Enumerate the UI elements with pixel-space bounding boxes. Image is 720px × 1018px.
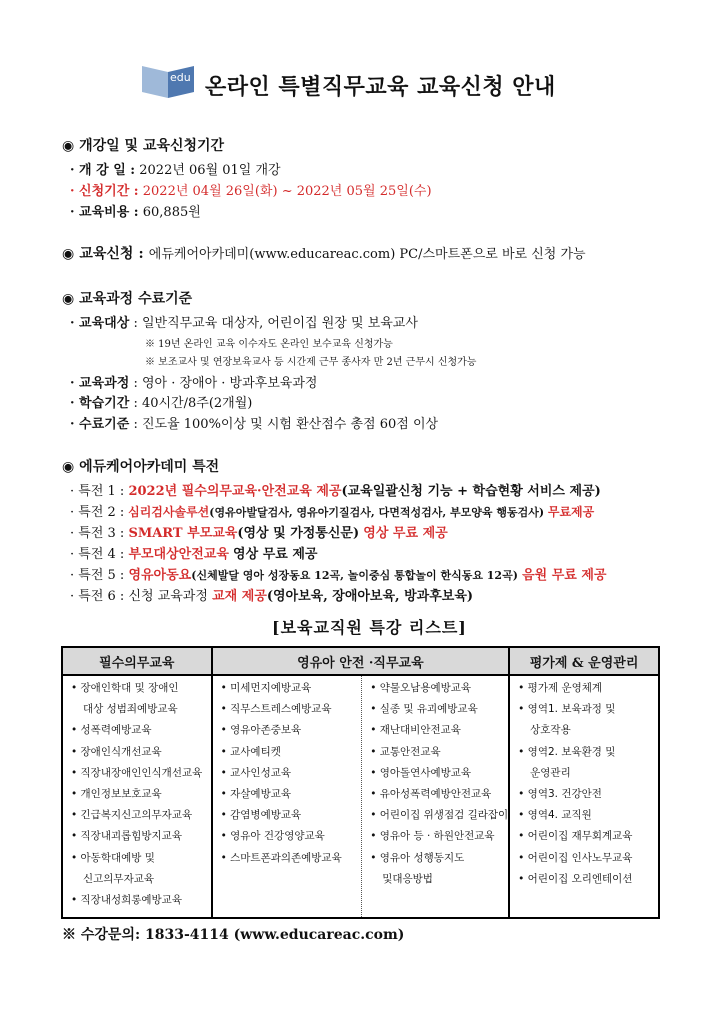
benefit-1-label: · 특전 1 : bbox=[70, 484, 125, 499]
benefit-1-detail: (교육일괄신청 기능 + 학습현황 서비스 제공) bbox=[341, 484, 601, 499]
benefit-6-label: · 특전 6 : bbox=[70, 589, 125, 604]
list-item: • 교사인성교육 bbox=[220, 766, 291, 779]
list-item: • 성폭력예방교육 bbox=[71, 724, 152, 737]
col-safety-b bbox=[362, 675, 509, 918]
benefit-3-detail: (영상 및 가정통신문) bbox=[237, 526, 360, 541]
list-item: • 아동학대예방 및 bbox=[71, 851, 155, 864]
list-item: • 긴급복지신고의무자교육 bbox=[71, 809, 193, 822]
benefit-4-highlight: 부모대상안전교육 bbox=[128, 547, 229, 562]
complete-value: : 진도율 100%이상 및 시험 환산점수 총점 60점 이상 bbox=[133, 417, 439, 432]
section-marker-icon: ◉ bbox=[62, 246, 75, 262]
list-item: • 어린이집 오리엔테이션 bbox=[518, 872, 633, 885]
hours-value: : 40시간/8주(2개월) bbox=[133, 396, 253, 411]
list-item: 상호작용 bbox=[530, 724, 571, 737]
list-item: • 교통안전교육 bbox=[370, 745, 441, 758]
section-marker-icon: ◉ bbox=[62, 138, 75, 154]
special-lecture-table bbox=[61, 646, 660, 919]
table-header-cell: 필수의무교육 bbox=[62, 647, 212, 675]
list-item: • 어린이집 인사노무교육 bbox=[518, 851, 633, 864]
benefit-1 bbox=[70, 480, 601, 499]
list-item: • 직장내장애인인식개선교육 bbox=[71, 766, 203, 779]
list-item: • 약물오남용예방교육 bbox=[370, 682, 472, 694]
list-item: • 어린이집 위생점검 길라잡이 bbox=[370, 809, 509, 822]
list-item: • 어린이집 재무회계교육 bbox=[518, 830, 633, 843]
list-item: • 평가제 운영체계 bbox=[518, 682, 603, 694]
benefit-3-label: · 특전 3 : bbox=[70, 526, 125, 541]
apply-period-label: · 신청기간 : bbox=[70, 184, 139, 199]
open-date-row bbox=[70, 159, 281, 178]
benefit-5-highlight: 영유아동요 bbox=[128, 568, 192, 583]
apply-period-value: 2022년 04월 26일(화) ~ 2022년 05월 25일(수) bbox=[142, 184, 432, 199]
apply-row bbox=[62, 243, 586, 263]
list-item: • 실종 및 유괴예방교육 bbox=[370, 703, 478, 716]
list-item: • 영유아 건강영양교육 bbox=[220, 830, 325, 843]
benefit-2-label: · 특전 2 : bbox=[70, 505, 125, 520]
open-date-value: 2022년 06월 01일 개강 bbox=[139, 163, 281, 178]
criteria-heading bbox=[62, 288, 192, 308]
course-label: · 교육과정 bbox=[70, 376, 130, 391]
benefit-4-detail: 영상 무료 제공 bbox=[233, 547, 318, 562]
list-item: 대상 성범죄예방교육 bbox=[83, 703, 178, 716]
target-value: : 일반직무교육 대상자, 어린이집 원장 및 보육교사 bbox=[133, 316, 418, 331]
benefit-6-pre: 신청 교육과정 bbox=[128, 589, 208, 604]
col-evaluation bbox=[509, 675, 659, 918]
apply-text: 에듀케어아카데미(www.educareac.com) PC/스마트폰으로 바로 신청 가능 bbox=[148, 247, 586, 262]
criteria-note-2: ※ 보조교사 및 연장보육교사 등 시간제 근무 종사자 만 2년 근무시 신청가능 bbox=[145, 357, 477, 368]
contact-footer: ※ 수강문의: 1833-4114 (www.educareac.com) bbox=[62, 927, 405, 943]
benefit-6-detail: (영아보육, 장애아보육, 방과후보육) bbox=[266, 589, 474, 604]
list-item: 신고의무자교육 bbox=[83, 872, 155, 885]
benefit-5-tail: 음원 무료 제공 bbox=[522, 568, 607, 583]
course-value: : 영아 · 장애아 · 방과후보육과정 bbox=[133, 376, 318, 391]
list-item: • 교사예티켓 bbox=[220, 745, 281, 758]
table-header-row bbox=[62, 647, 659, 675]
list-item: • 영유아존중보육 bbox=[220, 724, 302, 737]
list-item: • 스마트폰과의존예방교육 bbox=[220, 851, 342, 864]
benefit-4 bbox=[70, 543, 317, 562]
logo-text: edu bbox=[170, 71, 191, 84]
apply-period-row bbox=[70, 180, 432, 199]
benefit-3 bbox=[70, 522, 448, 541]
list-item: • 영아돌연사예방교육 bbox=[370, 766, 472, 779]
criteria-note-1: ※ 19년 온라인 교육 이수자도 온라인 보수교육 신청가능 bbox=[145, 339, 393, 350]
schedule-heading bbox=[62, 135, 224, 155]
benefit-5-detail: (신체발달 영아 성장동요 12곡, 놀이중심 통합놀이 한식동요 12곡) bbox=[191, 569, 518, 582]
benefit-2 bbox=[70, 501, 594, 520]
list-item: • 자살예방교육 bbox=[220, 788, 291, 801]
list-item: • 직장내성희롱예방교육 bbox=[71, 894, 182, 907]
benefit-6-highlight: 교재 제공 bbox=[212, 589, 267, 604]
list-item: 및대응방법 bbox=[382, 872, 433, 885]
hours-label: · 학습기간 bbox=[70, 396, 130, 411]
apply-sep: : bbox=[138, 246, 144, 262]
complete-label: · 수료기준 bbox=[70, 417, 130, 432]
benefits-heading bbox=[62, 456, 219, 476]
course-row bbox=[70, 372, 317, 391]
list-item: • 영유아 성행동지도 bbox=[370, 851, 465, 864]
list-item: • 개인정보보호교육 bbox=[71, 788, 162, 801]
page-title: 온라인 특별직무교육 교육신청 안내 bbox=[205, 75, 556, 100]
target-row bbox=[70, 312, 418, 331]
list-item: • 영유아 등 · 하원안전교육 bbox=[370, 830, 495, 843]
section-marker-icon: ◉ bbox=[62, 459, 75, 475]
complete-row bbox=[70, 413, 438, 432]
list-item: • 영역3. 건강안전 bbox=[518, 788, 602, 801]
list-item: 운영관리 bbox=[530, 766, 571, 779]
list-item: • 영역1. 보육과정 및 bbox=[518, 703, 616, 716]
schedule-title: 개강일 및 교육신청기간 bbox=[79, 138, 225, 154]
benefit-2-detail: (영유아발달검사, 영유아기질검사, 다면적성검사, 부모양육 행동검사) bbox=[209, 506, 545, 519]
benefit-5 bbox=[70, 564, 606, 583]
benefits-title: 에듀케어아카데미 특전 bbox=[79, 459, 220, 475]
benefit-1-highlight: 2022년 필수의무교육·안전교육 제공 bbox=[128, 484, 342, 499]
list-item: • 장애인학대 및 장애인 bbox=[71, 682, 179, 694]
benefit-4-label: · 특전 4 : bbox=[70, 547, 125, 562]
list-item: • 영역4. 교직원 bbox=[518, 809, 592, 822]
benefit-5-label: · 특전 5 : bbox=[70, 568, 125, 583]
list-item: • 직장내괴롭힘방지교육 bbox=[71, 830, 182, 843]
apply-title: 교육신청 bbox=[79, 246, 134, 262]
section-marker-icon: ◉ bbox=[62, 291, 75, 307]
list-item: • 직무스트레스예방교육 bbox=[220, 703, 332, 716]
list-item: • 미세먼지예방교육 bbox=[220, 682, 312, 694]
list-item: • 감염병예방교육 bbox=[220, 809, 302, 822]
benefit-6 bbox=[70, 585, 473, 604]
cost-value: 60,885원 bbox=[142, 205, 201, 220]
benefit-3-highlight: SMART 부모교육 bbox=[128, 526, 238, 541]
hours-row bbox=[70, 392, 252, 411]
edu-logo bbox=[140, 62, 196, 102]
table-row bbox=[62, 675, 659, 918]
benefit-2-highlight: 심리검사솔루션 bbox=[128, 505, 210, 519]
benefit-3-tail: 영상 무료 제공 bbox=[363, 526, 448, 541]
list-item: • 장애인식개선교육 bbox=[71, 745, 162, 758]
open-date-label: · 개 강 일 : bbox=[70, 163, 136, 178]
list-item: • 유아성폭력예방안전교육 bbox=[370, 788, 492, 801]
table-header-cell: 평가제 & 운영관리 bbox=[509, 647, 659, 675]
list-item: • 재난대비안전교육 bbox=[370, 724, 461, 737]
cost-row bbox=[70, 201, 201, 220]
target-label: · 교육대상 bbox=[70, 316, 130, 331]
list-item: • 영역2. 보육환경 및 bbox=[518, 745, 616, 758]
benefit-2-tail: 무료제공 bbox=[547, 505, 595, 519]
criteria-title: 교육과정 수료기준 bbox=[79, 291, 193, 307]
special-list-title: [보육교직원 특강 리스트] bbox=[272, 618, 467, 637]
table-header-cell: 영유아 안전 ·직무교육 bbox=[212, 647, 510, 675]
col-safety-a bbox=[212, 675, 362, 918]
col-mandatory bbox=[62, 675, 212, 918]
cost-label: · 교육비용 : bbox=[70, 205, 139, 220]
